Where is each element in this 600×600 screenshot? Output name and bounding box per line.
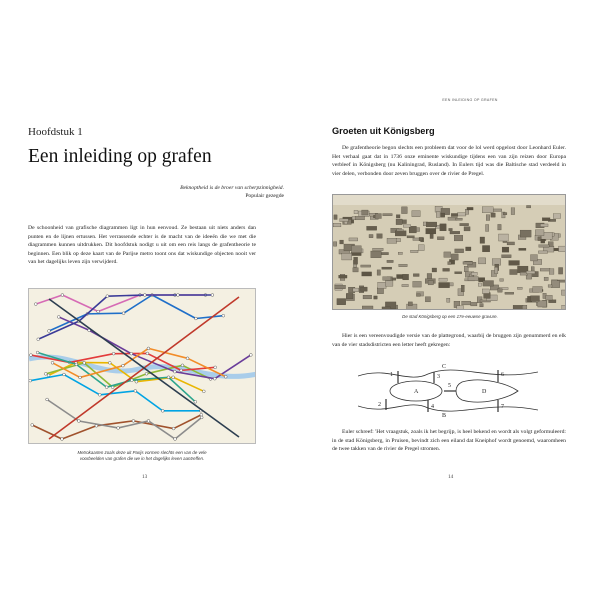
right-page (332, 96, 586, 496)
engraving-caption: De stad Königsberg op een 17e-eeuwse gravure. (402, 314, 498, 319)
page-number-right: 14 (448, 474, 454, 480)
running-head: EEN INLEIDING OP GRAFEN (442, 98, 498, 102)
konigsberg-diagram (358, 362, 538, 418)
bridge-label-7: 7 (501, 404, 504, 410)
konigsberg-paragraph-2: Hier is een vereenvoudigde versie van de plattegrond, waarbij de bruggen zijn genummerd en elk van de vier stadsdistricten een letter heeft gekregen: (332, 333, 566, 348)
section-title: Groeten uit Königsberg (332, 126, 435, 136)
bridge-label-5: 5 (448, 383, 451, 389)
bridge-label-6: 6 (501, 372, 504, 378)
bridge-label-3: 3 (437, 374, 440, 380)
region-label-b: B (442, 413, 447, 418)
bridge-label-4: 4 (431, 404, 434, 410)
metro-caption: Metrokaarten zoals deze uit Parijs vormen slechts een van de vele voorbeelden van grafen die we in het dagelijks leven aantreffen. (77, 450, 207, 461)
konigsberg-paragraph-1: De grafentheorie begon slechts een probleem dat voor de lol werd opgelost door Leonhard Euler. Het verhaal gaat dat in 1736 onze eminente wiskundige tijdens een van zijn reizen door Europa verbleef in Königsberg (nu Kaliningrad, Rusland). In Eulers tijd was die Baltische stad verdeeld in vier delen, verbonden door zeven bruggen over de rivier de Pregel. (332, 145, 566, 177)
epigraph-quote: Beknoptheid is de broer van scherpzinnigheid. (180, 185, 284, 191)
bridge-label-2: 2 (378, 402, 381, 408)
epigraph (180, 184, 284, 200)
region-label-d: D (482, 389, 487, 395)
konigsberg-paragraph-3: Euler schreef: 'Het vraagstuk, zoals ik het begrijp, is heel bekend en wordt als volgt geformuleerd: in de stad Königsberg, in Pruisen, bevindt zich een eiland dat Kneiphof wordt genoemd, waaromheen de twee takken van de rivier de Pregel stromen. (332, 429, 566, 453)
intro-paragraph: De schoonheid van grafische diagrammen ligt in hun eenvoud. Ze bestaan uit niets anders dan punten en de lijnen ertussen. Het verrassende echter is de macht van de ideeën die we met die diagrammen kunnen uitdrukken. Dit hoofdstuk nodigt u uit om een reis langs de grafentheorie te beginnen. Een blik op deze kaart van de Parijse metro toont ons dat wiskundige objecten nooit ver van het dagelijks leven zijn verwijderd. (28, 225, 256, 266)
epigraph-source: Populair gezegde (245, 193, 284, 199)
region-label-a: A (414, 389, 419, 395)
konigsberg-diagram-graphic (358, 362, 538, 418)
page-number-left: 13 (142, 474, 148, 480)
bridge-label-1: 1 (390, 372, 393, 378)
left-page (28, 96, 292, 496)
chapter-title: Een inleiding op grafen (28, 146, 212, 167)
paris-metro-map (28, 288, 256, 444)
region-label-c: C (442, 364, 447, 370)
chapter-label: Hoofdstuk 1 (28, 126, 83, 138)
engraving-graphic (333, 195, 566, 310)
konigsberg-engraving (332, 194, 566, 310)
metro-map-graphic (29, 289, 256, 444)
